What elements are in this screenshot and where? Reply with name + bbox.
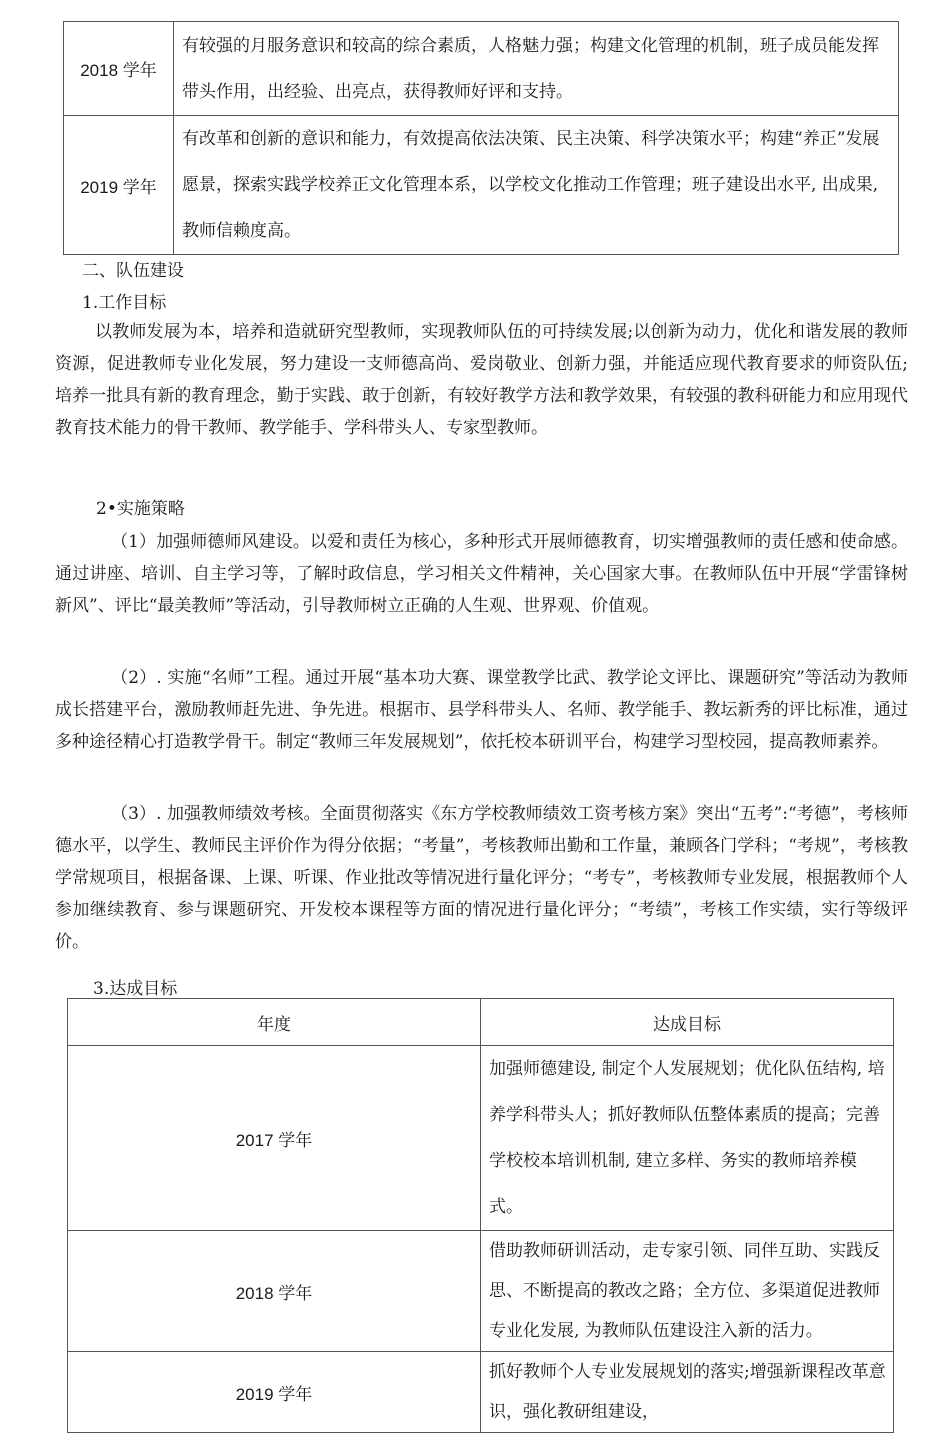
goal-cell: 抓好教师个人专业发展规划的落实;增强新课程改革意识，强化教研组建设， xyxy=(481,1352,894,1433)
strategy-heading: 2•实施策略 xyxy=(96,499,185,519)
table-row xyxy=(68,1046,894,1231)
year-cell: 2019 学年 xyxy=(68,1352,481,1433)
goal-cell: 借助教师研训活动，走专家引领、同伴互助、实践反思、不断提高的教改之路；全方位、多渠道促进教师专业化发展, 为教师队伍建设注入新的活力。 xyxy=(481,1231,894,1352)
work-goal-paragraph: 以教师发展为本，培养和造就研究型教师，实现教师队伍的可持续发展;以创新为动力，优化和谐发展的教师资源，促进教师专业化发展，努力建设一支师德高尚、爱岗敬业、创新力强，并能适应现代教育要求的师资队伍;培养一批具有新的教育理念，勤于实践、敢于创新，有较好教学方法和教学效果，有较强的教科研能力和应用现代教育技术能力的骨干教师、教学能手、学科带头人、专家型教师。 xyxy=(55,322,908,438)
target-heading: 3.达成目标 xyxy=(93,979,178,999)
table-row xyxy=(68,1352,894,1433)
strategy-paragraph-3: （3）. 加强教师绩效考核。全面贯彻落实《东方学校教师绩效工资考核方案》突出“五考”:“考德”，考核师德水平，以学生、教师民主评价作为得分依据；“考量”，考核教师出勤和工作量，兼顾各门学科；“考规”，考核教学常规项目，根据备课、上课、听课、作业批改等情况进行量化评分；“考专”，考核教师专业发展，根据教师个人参加继续教育、参与课题研究、开发校本课程等方面的情况进行量化评分；“考绩”，考核工作实绩，实行等级评价。 xyxy=(55,804,908,952)
year-cell: 2017 学年 xyxy=(68,1046,481,1231)
header-year: 年度 xyxy=(68,999,481,1046)
section-heading: 二、队伍建设 xyxy=(82,261,184,281)
work-goal-heading: 1.工作目标 xyxy=(82,293,167,313)
year-cell: 2018 学年 xyxy=(64,22,174,116)
goal-cell: 加强师德建设, 制定个人发展规划；优化队伍结构, 培养学科带头人；抓好教师队伍整体素质的提高；完善学校校本培训机制, 建立多样、务实的教师培养模式。 xyxy=(481,1046,894,1231)
strategy-paragraph-2: （2）. 实施“名师”工程。通过开展“基本功大赛、课堂教学比武、教学论文评比、课题研究”等活动为教师成长搭建平台，激励教师赶先进、争先进。根据市、县学科带头人、名师、教学能手、教坛新秀的评比标准，通过多种途径精心打造教学骨干。制定“教师三年发展规划”，依托校本研训平台，构建学习型校园，提高教师素养。 xyxy=(55,668,908,752)
table-header-row xyxy=(68,999,894,1046)
team-target-table xyxy=(67,998,894,1433)
header-goal: 达成目标 xyxy=(481,999,894,1046)
table-row xyxy=(64,22,899,116)
leadership-goal-table xyxy=(63,21,899,255)
year-cell: 2019 学年 xyxy=(64,116,174,255)
goal-cell: 有较强的月服务意识和较高的综合素质，人格魅力强；构建文化管理的机制，班子成员能发挥带头作用，出经验、出亮点，获得教师好评和支持。 xyxy=(174,22,899,116)
table-row xyxy=(68,1231,894,1352)
table-row xyxy=(64,116,899,255)
goal-cell: 有改革和创新的意识和能力，有效提高依法决策、民主决策、科学决策水平；构建“养正”发展愿景，探索实践学校养正文化管理本系，以学校文化推动工作管理；班子建设出水平, 出成果, 教师信赖度高。 xyxy=(174,116,899,255)
strategy-paragraph-1: （1）加强师德师风建设。以爱和责任为核心，多种形式开展师德教育，切实增强教师的责任感和使命感。通过讲座、培训、自主学习等，了解时政信息，学习相关文件精神，关心国家大事。在教师队伍中开展“学雷锋树新风”、评比“最美教师”等活动，引导教师树立正确的人生观、世界观、价值观。 xyxy=(55,532,908,616)
year-cell: 2018 学年 xyxy=(68,1231,481,1352)
